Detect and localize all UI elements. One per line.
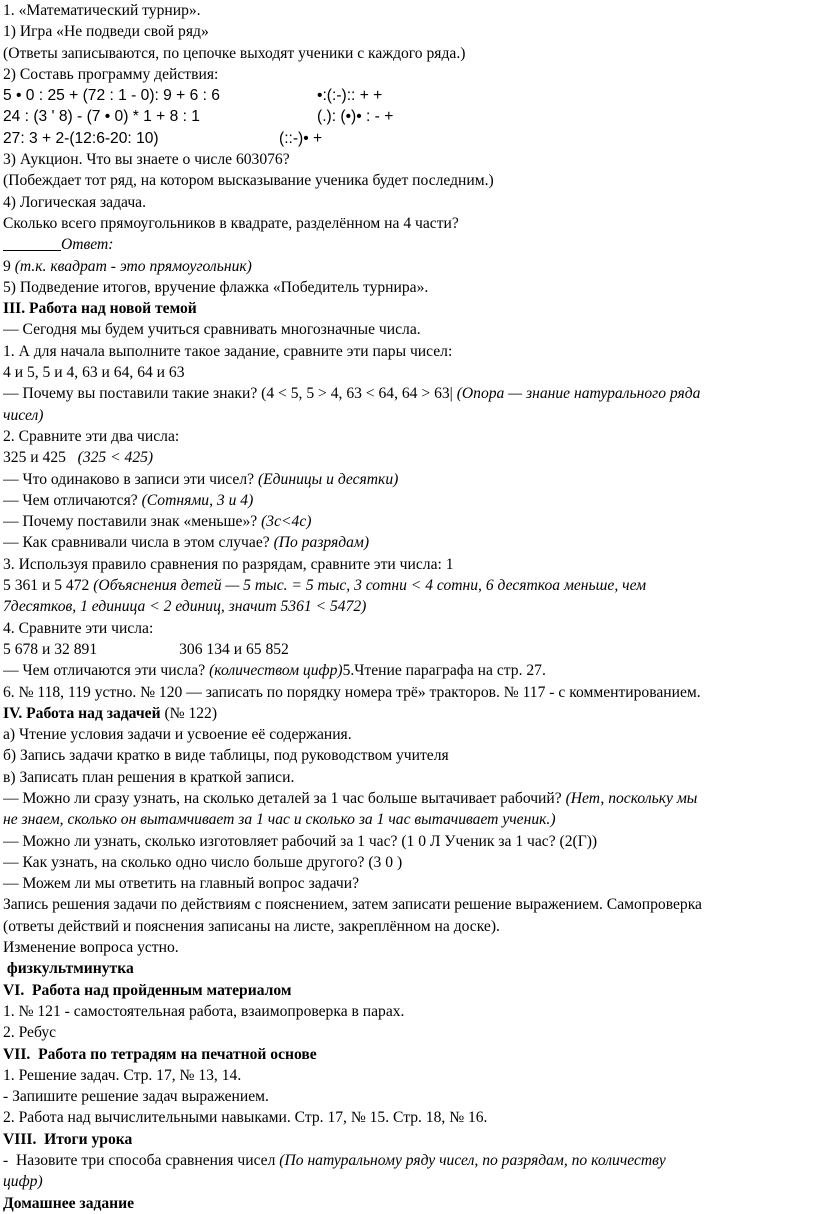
section-heading: IV. Работа над задачей — [3, 704, 161, 722]
text-line — [3, 490, 810, 511]
math-expression: 24 : (3 ' 8) - (7 • 0) * 1 + 8 : 1 — [3, 108, 200, 126]
question-text: — Как сравнивали числа в этом случае? — [3, 534, 270, 552]
note-text: (Опора — знание натурального ряда — [456, 385, 701, 403]
text-line: 4 и 5, 5 и 4, 63 и 64, 64 и 63 — [3, 364, 185, 382]
math-program-code: (::-)• + — [279, 129, 323, 147]
question-text: — Чем отличаются эти числа? — [3, 662, 206, 680]
note-continuation: 7десятков, 1 единица < 2 единиц, значит 5361 < 5472) — [3, 598, 367, 616]
text-line: 4. Сравните эти числа: — [3, 619, 154, 637]
text-line — [3, 532, 810, 553]
note-text: (325 < 425) — [77, 449, 154, 467]
question-text: - Назовите три способа сравнения чисел — [3, 1152, 276, 1170]
section-heading-line — [3, 703, 810, 724]
math-program-code: •:(:-):: + + — [317, 87, 383, 105]
numbers-text: 5 361 и 5 472 — [3, 577, 90, 595]
section-heading: VI. Работа над пройденным материалом — [3, 981, 292, 999]
text-line: 2) Составь программу действия: — [3, 65, 219, 83]
note-continuation: чисел) — [3, 406, 44, 424]
math-expression: 27: 3 + 2-(12:6-20: 10) — [3, 129, 159, 147]
text-line — [3, 639, 810, 660]
text-line: в) Записать план решения в краткой записи. — [3, 768, 295, 786]
text-line: 2. Ребус — [3, 1024, 57, 1042]
task-number: (№ 122) — [164, 704, 218, 722]
answer-value: 9 — [3, 257, 11, 275]
text-line: б) Запись задачи кратко в виде таблицы, под руководством учителя — [3, 747, 449, 765]
question-text: — Почему вы поставили такие знаки? (4 < 5, 5 > 4, 63 < 64, 64 > 63| — [3, 385, 453, 403]
section-heading: Домашнее задание — [3, 1194, 135, 1212]
note-text: (Объяснения детей — 5 тыс. = 5 тыс, 3 сотни < 4 сотни, 6 десяткоа меньше, чем — [93, 577, 647, 595]
math-row — [3, 128, 810, 149]
math-program-code: (.): (•)• : - + — [317, 108, 394, 126]
math-expression: 5 • 0 : 25 + (72 : 1 - 0): 9 + 6 : 6 — [3, 87, 220, 105]
note-continuation: не знаем, сколько он вытамчивает за 1 час и сколько за 1 час вытачивает ученик.) — [3, 811, 556, 829]
text-line: (ответы действий и пояснения записаны на листе, закреплённом на доске). — [3, 917, 500, 935]
text-line: — Сегодня мы будем учиться сравнивать многозначные числа. — [3, 321, 421, 339]
text-line: 1. А для начала выполните такое задание, сравните эти пары чисел: — [3, 342, 453, 360]
section-title: 1. «Математический турнир». — [3, 2, 201, 19]
answer-value-line — [3, 256, 810, 277]
numbers-text: 306 134 и 65 852 — [179, 640, 289, 658]
note-text: (По разрядам) — [273, 534, 370, 552]
note-text: (Единицы и десятки) — [257, 470, 399, 488]
text-line: - Запишите решение задач выражением. — [3, 1088, 269, 1106]
text-line: 2. Работа над вычислительными навыками. Стр. 17, № 15. Стр. 18, № 16. — [3, 1109, 488, 1127]
question-text: — Что одинаково в записи эти чисел? — [3, 470, 255, 488]
question-text: — Можно ли сразу узнать, на сколько деталей за 1 час больше вытачивает рабочий? — [3, 789, 562, 807]
section-heading: VII. Работа по тетрадям на печатной основе — [3, 1045, 317, 1063]
text-line: а) Чтение условия задачи и усвоение её содержания. — [3, 726, 352, 744]
text-line: Сколько всего прямоугольников в квадрате, разделённом на 4 части? — [3, 214, 459, 232]
text-line: (Ответы записываются, по цепочке выходят ученики с каждого ряда.) — [3, 44, 466, 62]
answer-line — [3, 234, 810, 255]
text-line — [3, 660, 810, 681]
math-row — [3, 106, 810, 127]
text-line: 1. № 121 - самостоятельная работа, взаимопроверка в парах. — [3, 1002, 405, 1020]
text-line: 6. № 118, 119 устно. № 120 — записать по порядку номера трё» тракторов. № 117 - с комментированием. — [3, 683, 701, 701]
note-text: (количеством цифр) — [209, 662, 343, 680]
text-line: — Как узнать, на сколько одно число больше другого? (3 0 ) — [3, 853, 403, 871]
text-line — [3, 1150, 810, 1171]
text-line — [3, 383, 810, 404]
text-line: (Побеждает тот ряд, на котором высказывание ученика будет последним.) — [3, 172, 494, 190]
text-line: — Можем ли мы ответить на главный вопрос задачи? — [3, 875, 360, 893]
text-fragment: 5.Чтение параграфа на стр. 27. — [342, 662, 546, 680]
text-line: 1. Решение задач. Стр. 17, № 13, 14. — [3, 1066, 242, 1084]
text-line: 3. Используя правило сравнения по разрядам, сравните эти числа: 1 — [3, 555, 454, 573]
section-heading: физкультминутка — [3, 960, 134, 978]
text-line: Запись решения задачи по действиям с пояснением, затем записати решение выражением. Самопроверка — [3, 896, 702, 914]
text-line — [3, 511, 810, 532]
answer-label: Ответ: — [61, 236, 114, 254]
section-heading: VIII. Итоги урока — [3, 1130, 133, 1148]
answer-blank — [3, 236, 61, 251]
text-line — [3, 447, 810, 468]
note-text: (Нет, поскольку мы — [565, 789, 698, 807]
text-line — [3, 788, 810, 809]
text-line: Изменение вопроса устно. — [3, 939, 179, 957]
note-text: (По натуральному ряду чисел, по разрядам, по количеству — [279, 1152, 666, 1170]
text-line: 3) Аукцион. Что вы знаете о числе 603076? — [3, 151, 290, 169]
numbers-text: 325 и 425 — [3, 449, 66, 467]
note-text: (Сотнями, 3 и 4) — [141, 491, 254, 509]
text-line — [3, 469, 810, 490]
text-line: 2. Сравните эти два числа: — [3, 427, 180, 445]
question-text: — Чем отличаются? — [3, 491, 138, 509]
math-row — [3, 85, 810, 106]
text-line: — Можно ли узнать, сколько изготовляет рабочий за 1 час? (1 0 Л Ученик за 1 час? (2(Г)) — [3, 832, 598, 850]
note-continuation: цифр) — [3, 1173, 43, 1191]
text-line — [3, 575, 810, 596]
note-text: (3с<4с) — [261, 513, 312, 531]
numbers-text: 5 678 и 32 891 — [3, 640, 98, 658]
text-line: 4) Логическая задача. — [3, 193, 146, 211]
text-line: 5) Подведение итогов, вручение флажка «Победитель турнира». — [3, 278, 429, 296]
question-text: — Почему поставили знак «меньше»? — [3, 513, 258, 531]
text-line: 1) Игра «Не подведи свой ряд» — [3, 23, 209, 41]
answer-note: (т.к. квадрат - это прямоугольник) — [14, 257, 252, 275]
section-heading: III. Работа над новой темой — [3, 300, 197, 318]
